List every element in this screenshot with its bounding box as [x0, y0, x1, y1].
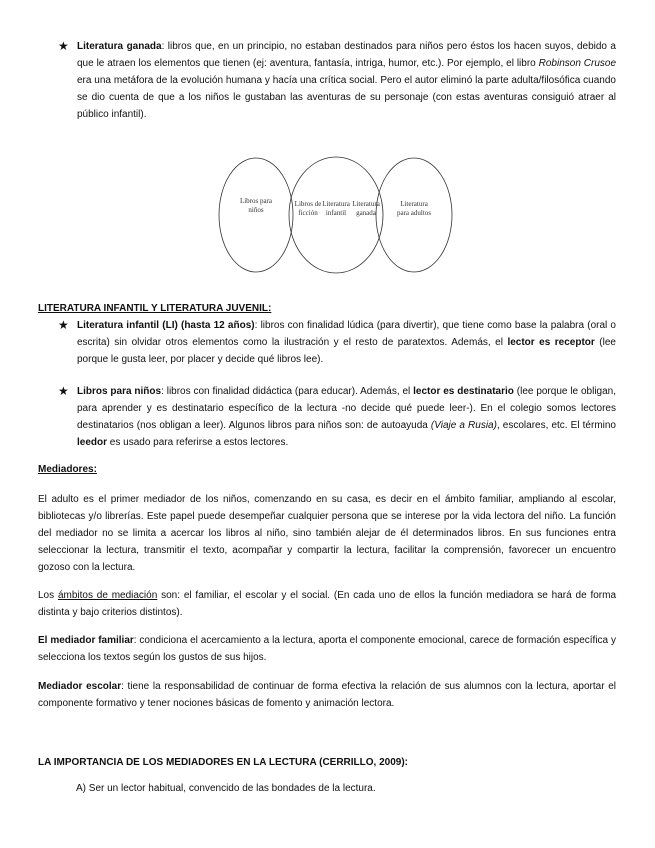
- text-part: : libros que, en un principio, no estaban destinados para niños pero éstos los hacen suyos, debido a que le atraen los elementos que tienen (ej: aventura, fantasía, intriga, humor, etc.). Por ejemplo, el libro: [77, 41, 616, 69]
- section-heading-lij: LITERATURA INFANTIL Y LITERATURA JUVENIL:: [38, 303, 272, 314]
- term-literatura-infantil: Literatura infantil (LI) (hasta 12 años): [77, 320, 255, 331]
- bold-part: lector es destinatario: [413, 386, 514, 397]
- bullet-text: [77, 38, 616, 123]
- venn-leftmid-line2: ficción: [298, 209, 318, 217]
- venn-leftmid-line1: Libros de: [294, 200, 322, 208]
- mediadores-paragraph-2: [38, 587, 616, 621]
- text-part: : libros con finalidad didáctica (para educar). Además, el: [161, 386, 414, 397]
- venn-center-line1: Literatura: [322, 200, 350, 208]
- bold-part: lector es receptor: [507, 337, 595, 348]
- text-part: , escolares, etc. El término: [496, 420, 616, 431]
- star-bullet-icon: ★: [58, 318, 69, 332]
- bold-part: Mediador escolar: [38, 681, 122, 692]
- text-part: (lee porque le obligan, para aprender y es destinatario específico de la lectura -no decide qué puede leer-). En el colegio somos lectores destinatarios (nos obligan a leer). Algunos libros para niños son: de autoayuda: [77, 386, 616, 431]
- venn-rightmid-line1: Literatura: [352, 200, 380, 208]
- venn-center-line2: infantil: [325, 209, 347, 217]
- venn-right-line2: para adultos: [396, 209, 432, 217]
- text-part: era una metáfora de la evolución humana y hacía una crítica social. Pero el autor eliminó la parte adulta/filosófica cuando se dio cuenta de que a los niños le gustaban las aventuras de su personaje (con estas aventuras consiguió atraer al público infantil).: [77, 75, 616, 120]
- importancia-heading: LA IMPORTANCIA DE LOS MEDIADORES EN LA LECTURA (CERRILLO, 2009):: [38, 757, 409, 768]
- bold-part: El mediador familiar: [38, 635, 134, 646]
- venn-left-line2: niños: [248, 206, 264, 214]
- bullet-libros-para-ninos: [58, 383, 616, 451]
- bold-part: leedor: [77, 437, 108, 448]
- text-part: (lee porque le gusta leer, por placer y decide qué libros lee).: [77, 337, 616, 365]
- bullet-literatura-ganada: [58, 38, 616, 123]
- term-literatura-ganada: Literatura ganada: [77, 41, 162, 52]
- underlined-part: ámbitos de mediación: [57, 590, 158, 601]
- text-part: son: el familiar, el escolar y el social. (En cada uno de ellos la función mediadora se hará de forma distinta y bajo criterios distintos).: [38, 590, 617, 618]
- mediador-familiar-paragraph: [38, 632, 616, 666]
- bullet-text: [77, 317, 616, 368]
- text-part: : condiciona el acercamiento a la lectura, aporta el componente emocional, carece de formación específica y selecciona los textos según los gustos de sus hijos.: [38, 635, 616, 663]
- bullet-literatura-infantil: [58, 317, 616, 368]
- text-part: es usado para referirse a estos lectores.: [107, 437, 289, 448]
- mediadores-heading: Mediadores:: [38, 464, 97, 475]
- text-part: : libros con finalidad lúdica (para divertir), que tiene como base la palabra (oral o escrita) sin olvidar otros elementos como la ilustración y el resto de paratextos. Además, el: [77, 320, 616, 348]
- book-title: Robinson Crusoe: [538, 58, 617, 69]
- venn-rightmid-line2: ganada: [356, 209, 376, 217]
- venn-left-line1: Libros para: [239, 197, 273, 205]
- mediadores-paragraph-1: El adulto es el primer mediador de los niños, comenzando en su casa, es decir en el ámbito familiar, ampliando al escolar, bibliotecas y/o librerías. Este papel puede desempeñar cualquier persona que se interese por la vida lectora del niño. La función del mediador no se limita a acercar los libros al niño, sino también alejar de él determinados libros. En sus funciones entra seleccionar la lectura, transmitir el texto, acompañar y compartir la lectura, facilitar la comprensión, favorecer un encuentro gozoso con la lectura.: [38, 494, 616, 573]
- venn-right-line1: Literatura: [400, 200, 428, 208]
- star-bullet-icon: ★: [58, 384, 69, 398]
- italic-part: (Viaje a Rusia): [430, 420, 497, 431]
- mediador-escolar-paragraph: [38, 678, 616, 712]
- venn-diagram: [218, 156, 454, 274]
- text-part: Los: [38, 590, 58, 601]
- star-bullet-icon: ★: [58, 39, 69, 53]
- text-part: : tiene la responsabilidad de continuar de forma efectiva la relación de sus alumnos con la lectura, aportar el componente formativo y tener nociones básicas de fomento y animación lectora.: [38, 681, 616, 709]
- term-libros-para-ninos: Libros para niños: [77, 386, 162, 397]
- bullet-text: [77, 383, 616, 451]
- importancia-item-a: A) Ser un lector habitual, convencido de las bondades de la lectura.: [76, 783, 376, 794]
